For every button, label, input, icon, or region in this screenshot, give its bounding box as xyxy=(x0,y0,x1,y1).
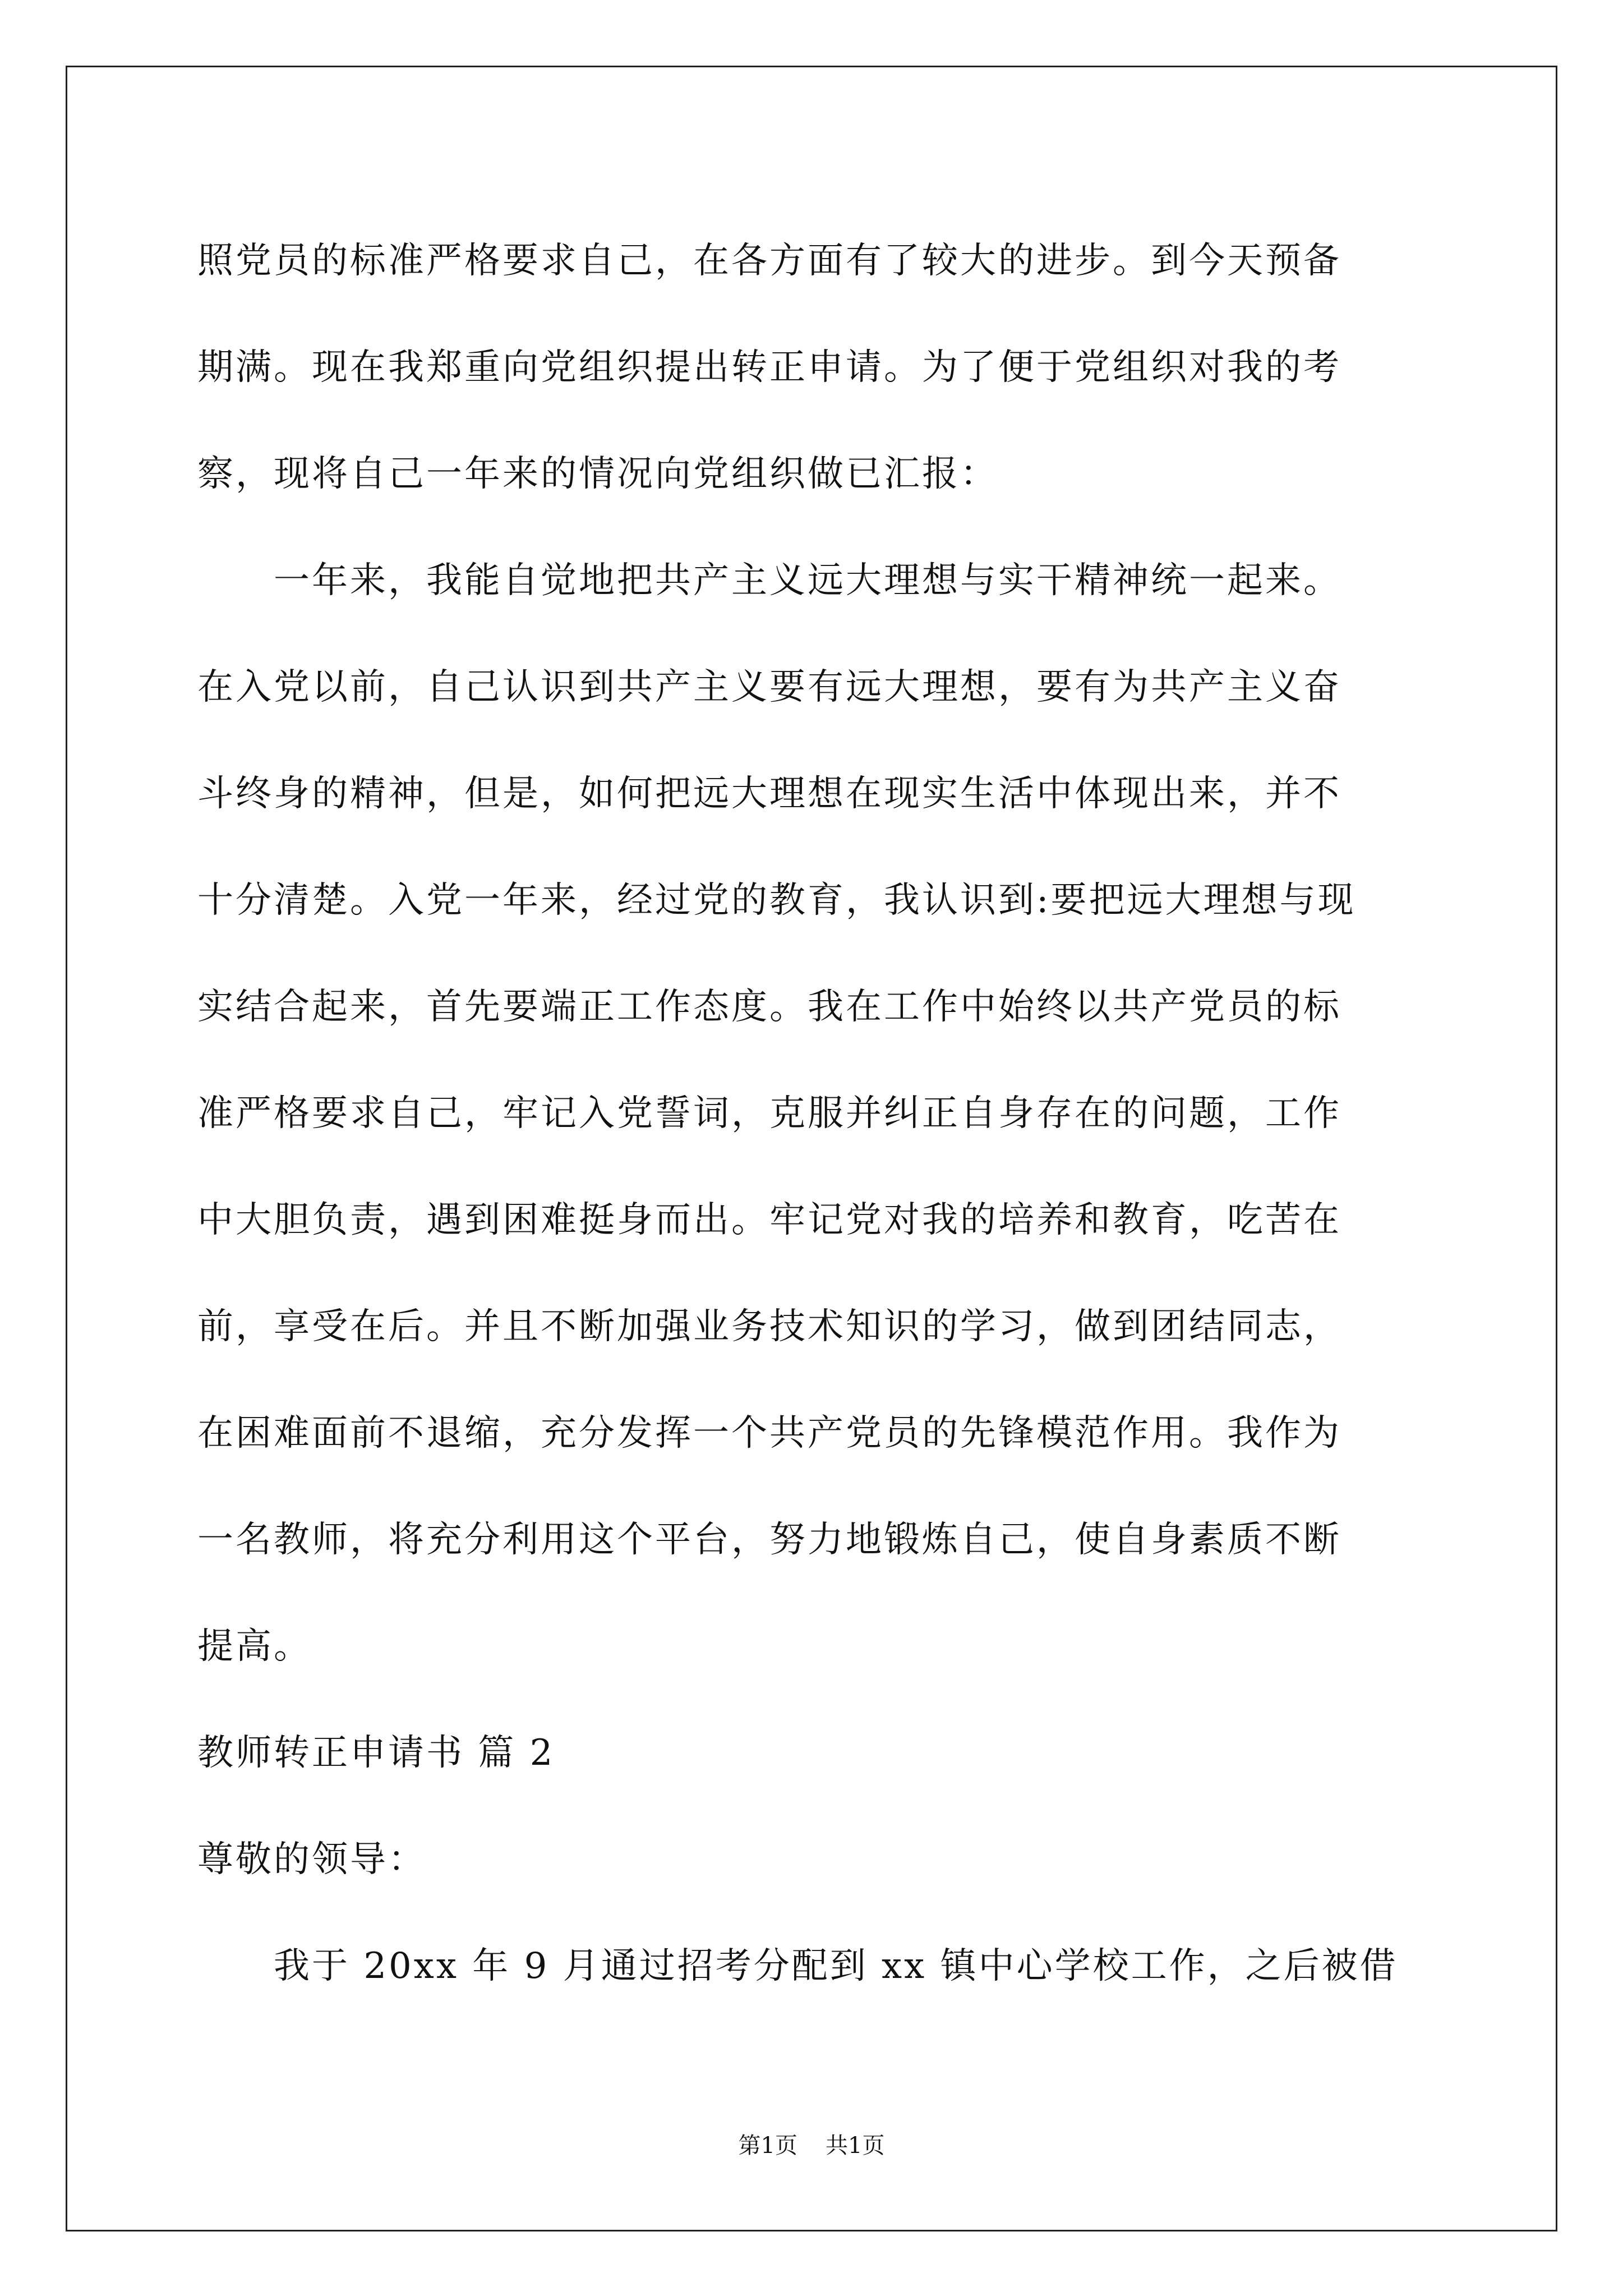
text-line: 中大胆负责，遇到困难挺身而出。牢记党对我的培养和教育，吃苦在 xyxy=(197,1199,1341,1241)
text-line: 一名教师，将充分利用这个平台，努力地锻炼自己，使自身素质不断 xyxy=(197,1519,1341,1561)
text-line: 斗终身的精神，但是，如何把远大理想在现实生活中体现出来，并不 xyxy=(197,773,1341,815)
text-line: 我于 20xx 年 9 月通过招考分配到 xx 镇中心学校工作，之后被借 xyxy=(197,1945,1398,1987)
text-line: 期满。现在我郑重向党组织提出转正申请。为了便于党组织对我的考 xyxy=(197,347,1341,388)
text-line: 在入党以前，自己认识到共产主义要有远大理想，要有为共产主义奋 xyxy=(197,666,1341,708)
text-line: 在困难面前不退缩，充分发挥一个共产党员的先锋模范作用。我作为 xyxy=(197,1412,1341,1454)
salutation: 尊敬的领导： xyxy=(197,1839,426,1880)
text-line: 实结合起来，首先要端正工作态度。我在工作中始终以共产党员的标 xyxy=(197,986,1341,1028)
text-line: 一年来，我能自觉地把共产主义远大理想与实干精神统一起来。 xyxy=(197,560,1341,601)
text-line: 准严格要求自己，牢记入党誓词，克服并纠正自身存在的问题，工作 xyxy=(197,1093,1341,1134)
page-number-total: 共1页 xyxy=(826,2133,885,2159)
document-body xyxy=(197,208,1431,2019)
text-line: 提高。 xyxy=(197,1626,312,1667)
section-heading: 教师转正申请书 篇 2 xyxy=(197,1732,555,1774)
text-line: 照党员的标准严格要求自己，在各方面有了较大的进步。到今天预备 xyxy=(197,240,1341,282)
text-line: 察，现将自己一年来的情况向党组织做已汇报： xyxy=(197,453,998,495)
text-line: 前，享受在后。并且不断加强业务技术知识的学习，做到团结同志， xyxy=(197,1306,1341,1347)
text-line: 十分清楚。入党一年来，经过党的教育，我认识到:要把远大理想与现 xyxy=(197,880,1356,921)
page-footer xyxy=(0,2129,1623,2162)
page-number-current: 第1页 xyxy=(738,2133,797,2159)
